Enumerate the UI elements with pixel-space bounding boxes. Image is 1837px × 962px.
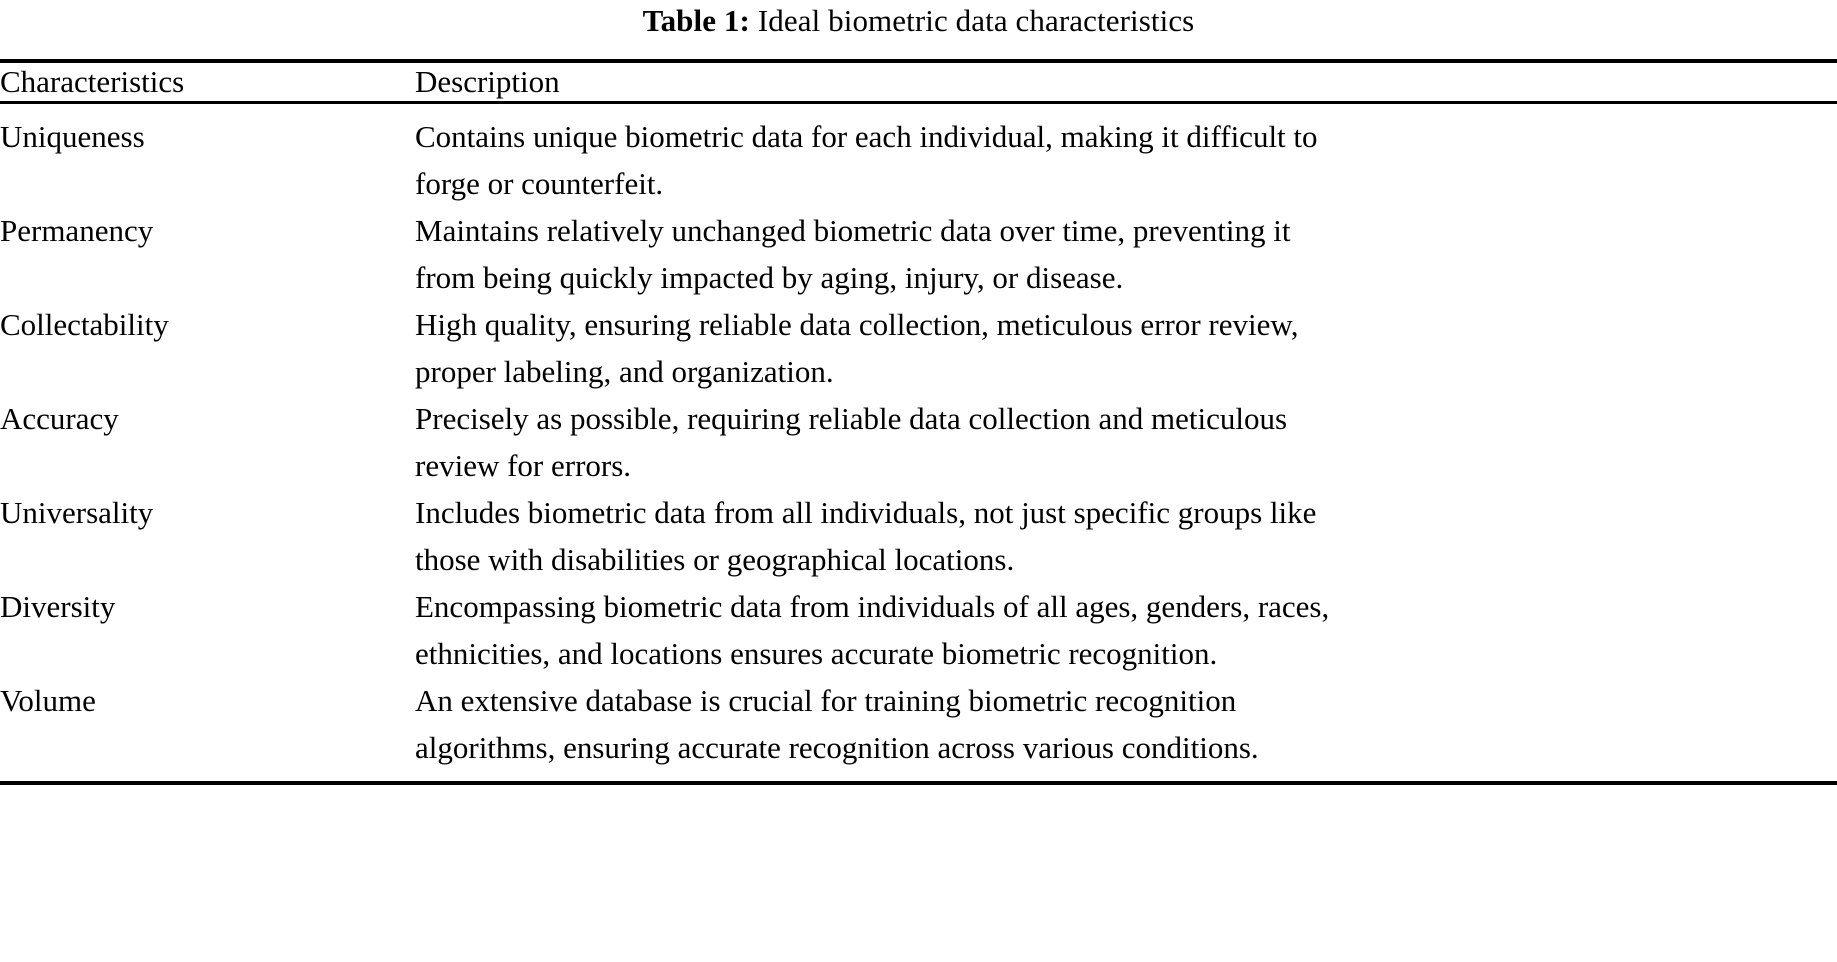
description-line: proper labeling, and organization. xyxy=(415,354,834,389)
description-line: those with disabilities or geographical locations. xyxy=(415,542,1015,577)
description-line: algorithms, ensuring accurate recognition across various conditions. xyxy=(415,730,1259,765)
description-line: Maintains relatively unchanged biometric data over time, preventing it xyxy=(415,213,1291,248)
row-characteristic: Volume xyxy=(0,683,96,718)
description-line: from being quickly impacted by aging, injury, or disease. xyxy=(415,260,1124,295)
description-line: Encompassing biometric data from individuals of all ages, genders, races, xyxy=(415,589,1330,624)
description-line: ethnicities, and locations ensures accurate biometric recognition. xyxy=(415,636,1218,671)
table-row xyxy=(0,104,1837,207)
row-description xyxy=(415,489,1837,583)
row-characteristic: Accuracy xyxy=(0,401,119,436)
row-characteristic: Collectability xyxy=(0,307,169,342)
table-row xyxy=(0,489,1837,583)
description-line: Contains unique biometric data for each individual, making it difficult to xyxy=(415,119,1318,154)
row-description xyxy=(415,395,1837,489)
row-description xyxy=(415,104,1837,207)
column-header-description: Description xyxy=(415,64,560,99)
table-header-row xyxy=(0,63,1837,101)
table-row xyxy=(0,677,1837,781)
description-line: High quality, ensuring reliable data collection, meticulous error review, xyxy=(415,307,1299,342)
row-description xyxy=(415,301,1837,395)
table-row xyxy=(0,395,1837,489)
table-row xyxy=(0,207,1837,301)
table-row xyxy=(0,301,1837,395)
row-characteristic: Permanency xyxy=(0,213,154,248)
column-header-characteristics: Characteristics xyxy=(0,64,185,99)
table-caption-text: Ideal biometric data characteristics xyxy=(757,3,1195,38)
description-line: review for errors. xyxy=(415,448,632,483)
table-caption-label: Table 1: xyxy=(642,3,750,38)
table-body xyxy=(0,104,1837,781)
row-characteristic: Uniqueness xyxy=(0,119,145,154)
table-caption xyxy=(0,0,1837,59)
biometric-characteristics-body xyxy=(0,104,1837,781)
row-characteristic: Diversity xyxy=(0,589,116,624)
row-description xyxy=(415,207,1837,301)
description-line: Includes biometric data from all individuals, not just specific groups like xyxy=(415,495,1317,530)
row-description xyxy=(415,677,1837,781)
description-line: An extensive database is crucial for training biometric recognition xyxy=(415,683,1237,718)
table-row xyxy=(0,583,1837,677)
table-bottom-rule xyxy=(0,781,1837,785)
description-line: Precisely as possible, requiring reliable data collection and meticulous xyxy=(415,401,1288,436)
row-characteristic: Universality xyxy=(0,495,154,530)
row-description xyxy=(415,583,1837,677)
biometric-characteristics-table xyxy=(0,63,1837,101)
description-line: forge or counterfeit. xyxy=(415,166,664,201)
